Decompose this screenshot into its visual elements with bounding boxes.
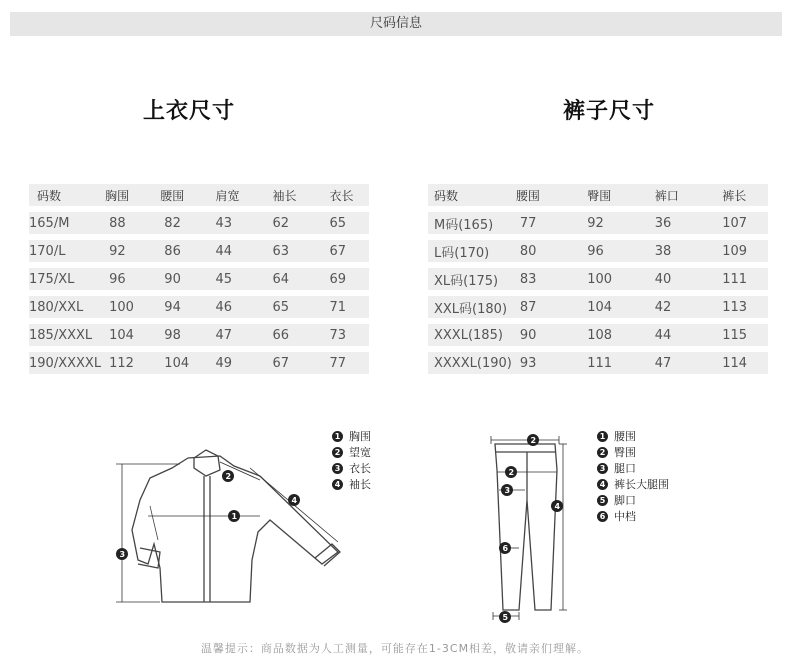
table-cell: 82	[158, 212, 215, 234]
pants-size-heading: 裤子尺寸	[563, 99, 656, 124]
table-cell: 67	[329, 240, 369, 262]
table-row	[428, 268, 768, 290]
table-cell: 98	[158, 324, 215, 346]
svg-text:6: 6	[502, 544, 509, 553]
table-cell: 44	[215, 240, 272, 262]
legend-number: 4	[597, 479, 608, 490]
column-header: 腰围	[158, 184, 215, 206]
column-header: 腰围	[512, 184, 587, 206]
table-cell: 43	[215, 212, 272, 234]
legend-number: 5	[597, 495, 608, 506]
table-cell: 115	[722, 324, 768, 346]
legend-number: 4	[332, 479, 343, 490]
table-header-row	[29, 184, 369, 206]
table-cell: 42	[655, 296, 722, 318]
table-row	[29, 296, 369, 318]
table-cell: 77	[329, 352, 369, 374]
table-cell: 69	[329, 268, 369, 290]
table-cell: 104	[101, 324, 158, 346]
column-header: 衣长	[329, 184, 369, 206]
shirt-legend	[332, 428, 371, 492]
table-cell: 111	[722, 268, 768, 290]
top-size-table	[29, 178, 369, 380]
table-cell: 77	[512, 212, 587, 234]
table-cell: XXXL(185)	[428, 324, 512, 346]
table-cell: 66	[272, 324, 329, 346]
table-cell: 104	[587, 296, 654, 318]
table-cell: 96	[587, 240, 654, 262]
svg-text:3: 3	[504, 486, 511, 495]
pants-legend	[597, 428, 669, 524]
table-row	[29, 352, 369, 374]
legend-item	[332, 460, 371, 476]
column-header: 裤口	[655, 184, 722, 206]
table-cell: XXL码(180)	[428, 296, 512, 318]
table-cell: 165/M	[29, 212, 101, 234]
table-cell: 96	[101, 268, 158, 290]
legend-number: 1	[597, 431, 608, 442]
svg-text:3: 3	[119, 550, 126, 559]
column-header: 码数	[29, 184, 101, 206]
table-cell: 92	[101, 240, 158, 262]
table-cell: 114	[722, 352, 768, 374]
legend-item	[597, 444, 669, 460]
legend-label: 脚口	[614, 494, 636, 507]
table-header-row	[428, 184, 768, 206]
legend-number: 6	[597, 511, 608, 522]
legend-label: 中档	[614, 510, 636, 523]
table-cell: XXXXL(190)	[428, 352, 512, 374]
table-cell: 180/XXL	[29, 296, 101, 318]
legend-label: 胸围	[349, 430, 371, 443]
table-cell: 46	[215, 296, 272, 318]
table-row	[29, 240, 369, 262]
legend-item	[332, 444, 371, 460]
table-cell: 65	[272, 296, 329, 318]
svg-text:4: 4	[291, 496, 298, 505]
table-cell: 64	[272, 268, 329, 290]
table-row	[428, 352, 768, 374]
column-header: 裤长	[722, 184, 768, 206]
table-row	[428, 296, 768, 318]
legend-item	[332, 476, 371, 492]
table-cell: 71	[329, 296, 369, 318]
table-cell: 90	[512, 324, 587, 346]
table-cell: 113	[722, 296, 768, 318]
table-row	[428, 212, 768, 234]
column-header: 肩宽	[215, 184, 272, 206]
table-cell: 47	[215, 324, 272, 346]
table-cell: 36	[655, 212, 722, 234]
table-cell: 100	[587, 268, 654, 290]
table-cell: 90	[158, 268, 215, 290]
svg-text:4: 4	[554, 502, 561, 511]
legend-number: 3	[332, 463, 343, 474]
legend-item	[597, 460, 669, 476]
table-cell: 170/L	[29, 240, 101, 262]
legend-label: 臀围	[614, 446, 636, 459]
table-cell: 80	[512, 240, 587, 262]
pants-diagram	[485, 430, 575, 625]
table-cell: XL码(175)	[428, 268, 512, 290]
legend-number: 1	[332, 431, 343, 442]
table-cell: 83	[512, 268, 587, 290]
legend-number: 2	[332, 447, 343, 458]
table-cell: 93	[512, 352, 587, 374]
table-cell: M码(165)	[428, 212, 512, 234]
table-cell: 38	[655, 240, 722, 262]
table-cell: 111	[587, 352, 654, 374]
table-cell: 47	[655, 352, 722, 374]
legend-item	[597, 428, 669, 444]
svg-text:2: 2	[530, 436, 537, 445]
table-cell: 100	[101, 296, 158, 318]
table-cell: 107	[722, 212, 768, 234]
legend-item	[597, 492, 669, 508]
table-cell: 44	[655, 324, 722, 346]
table-cell: 40	[655, 268, 722, 290]
svg-text:5: 5	[502, 613, 509, 622]
table-cell: 63	[272, 240, 329, 262]
table-cell: 73	[329, 324, 369, 346]
legend-label: 袖长	[349, 478, 371, 491]
table-cell: 112	[101, 352, 158, 374]
legend-label: 望宽	[349, 446, 371, 459]
table-cell: 109	[722, 240, 768, 262]
legend-label: 腿口	[614, 462, 636, 475]
top-size-heading: 上衣尺寸	[143, 99, 236, 124]
svg-text:2: 2	[225, 472, 232, 481]
column-header: 袖长	[272, 184, 329, 206]
table-cell: 65	[329, 212, 369, 234]
pants-size-table	[428, 178, 768, 380]
table-cell: L码(170)	[428, 240, 512, 262]
table-row	[29, 324, 369, 346]
legend-label: 裤长大腿围	[614, 478, 669, 491]
table-row	[428, 240, 768, 262]
table-cell: 86	[158, 240, 215, 262]
legend-label: 腰围	[614, 430, 636, 443]
table-cell: 185/XXXL	[29, 324, 101, 346]
table-cell: 67	[272, 352, 329, 374]
column-header: 臀围	[587, 184, 654, 206]
table-row	[428, 324, 768, 346]
table-cell: 45	[215, 268, 272, 290]
table-cell: 94	[158, 296, 215, 318]
table-cell: 92	[587, 212, 654, 234]
table-cell: 49	[215, 352, 272, 374]
shirt-diagram	[110, 440, 350, 615]
table-cell: 104	[158, 352, 215, 374]
table-row	[29, 212, 369, 234]
legend-number: 3	[597, 463, 608, 474]
legend-item	[597, 508, 669, 524]
table-cell: 88	[101, 212, 158, 234]
footer-note: 温馨提示：商品数据为人工测量，可能存在1-3CM相差，敬请亲们理解。	[200, 642, 590, 655]
legend-item	[332, 428, 371, 444]
legend-number: 2	[597, 447, 608, 458]
legend-item	[597, 476, 669, 492]
title-bar	[10, 12, 782, 36]
svg-text:2: 2	[508, 468, 515, 477]
table-cell: 62	[272, 212, 329, 234]
legend-label: 衣长	[349, 462, 371, 475]
page-title: 尺码信息	[369, 16, 422, 31]
table-row	[29, 268, 369, 290]
table-cell: 190/XXXXL	[29, 352, 101, 374]
table-cell: 175/XL	[29, 268, 101, 290]
svg-text:1: 1	[231, 512, 238, 521]
table-cell: 87	[512, 296, 587, 318]
table-cell: 108	[587, 324, 654, 346]
column-header: 码数	[428, 184, 512, 206]
column-header: 胸围	[101, 184, 158, 206]
